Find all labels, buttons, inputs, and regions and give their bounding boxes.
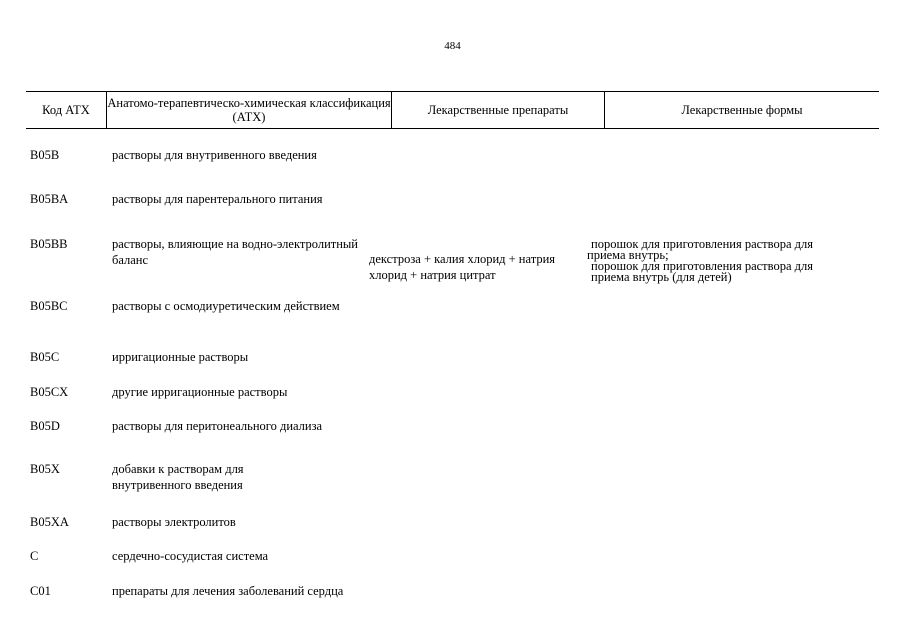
atc-code: B05XA: [30, 515, 69, 529]
header-dosage-forms: Лекарственные формы: [604, 92, 879, 128]
atc-classification: растворы для внутривенного введения: [112, 148, 317, 162]
header-drugs: Лекарственные препараты: [391, 92, 604, 128]
atc-classification: растворы с осмодиуретическим действием: [112, 299, 340, 313]
atc-code: B05BC: [30, 299, 68, 313]
atc-code: B05BB: [30, 237, 68, 251]
atc-classification: растворы для парентерального питания: [112, 192, 323, 206]
drug-name: декстроза + калия хлорид + натрия хлорид + натрия цитрат: [369, 252, 556, 282]
atc-code: B05CX: [30, 385, 69, 399]
header-atc-code: Код АТХ: [42, 103, 90, 117]
dosage-form-line: приема внутрь;: [587, 248, 669, 262]
dosage-form-line: приема внутрь (для детей): [591, 270, 732, 284]
atc-table: [26, 91, 879, 598]
dosage-form-line: порошок для приготовления раствора для: [591, 259, 813, 273]
page-number: 484: [444, 40, 461, 52]
atc-classification: растворы, влияющие на водно-электролитный баланс: [112, 237, 358, 267]
atc-code: C: [30, 549, 39, 563]
atc-code: C01: [30, 584, 51, 598]
header-atc-classification: Анатомо-терапевтическо-химическая классификация (АТХ): [106, 92, 391, 128]
atc-code: B05C: [30, 350, 60, 364]
atc-classification: добавки к растворам для внутривенного введения: [112, 462, 244, 492]
atc-code: B05X: [30, 462, 60, 476]
atc-code: B05B: [30, 148, 60, 162]
atc-classification: сердечно-сосудистая система: [112, 549, 269, 563]
dosage-form-line: порошок для приготовления раствора для: [591, 237, 813, 251]
atc-classification: другие ирригационные растворы: [112, 385, 288, 399]
atc-code: B05D: [30, 419, 60, 433]
atc-code: B05BA: [30, 192, 69, 206]
dosage-forms: [587, 239, 877, 283]
atc-classification: ирригационные растворы: [112, 350, 249, 364]
table-header: [26, 91, 879, 129]
atc-classification: препараты для лечения заболеваний сердца: [112, 584, 344, 598]
atc-classification: растворы для перитонеального диализа: [112, 419, 323, 433]
atc-classification: растворы электролитов: [112, 515, 236, 529]
